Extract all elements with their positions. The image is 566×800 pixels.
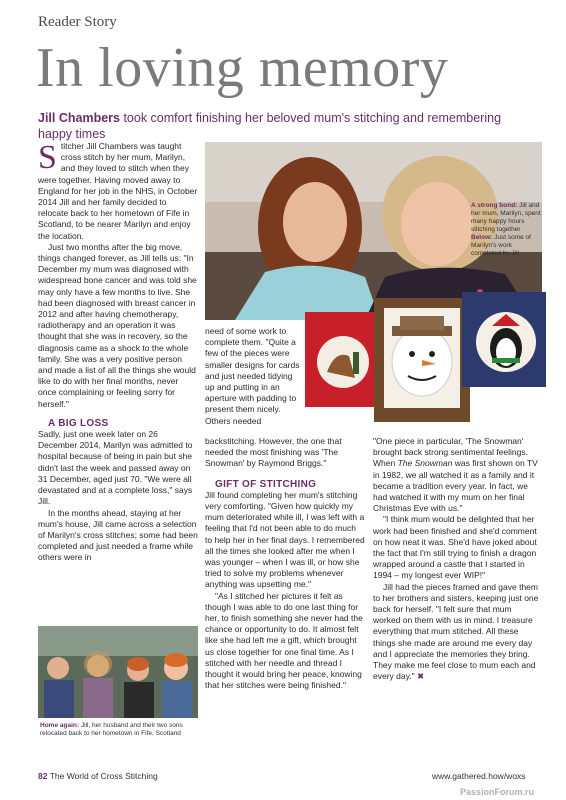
paragraph: In the months ahead, staying at her mum's house, Jill came across a selection of Marilyn's cross stitches; some had been completed and just needed a frame while others were in — [38, 507, 198, 563]
caption-text: Jill and her mum, Marilyn, spent many happy hours stitching together — [471, 202, 541, 233]
caption-label: A strong bond: — [471, 202, 518, 209]
column-2-top — [205, 326, 300, 427]
standfirst-text: took comfort finishing her beloved mum's stitching and remembering happy times — [38, 111, 502, 141]
watermark: PassionForum.ru — [460, 787, 535, 797]
paragraph: Just two months after the big move, things changed forever, as Jill tells us: "In December my mum was diagnosed with widespread bone cancer and was told she may only have a few months to live. She had been diagnosed with breast cancer in 2012 and after having chemotherapy, radiotherapy and an operation it was thought that she was in recovery, so the diagnosis came as a shock to the whole family. She was a very positive person and made a list of all the things she would like to do with her final months, never once complaining or feeling sorry for herself." — [38, 241, 197, 409]
standfirst — [38, 110, 538, 142]
subheading-gift-of-stitching: GIFT OF STITCHING — [215, 478, 317, 490]
column-2 — [205, 436, 365, 691]
paragraph — [38, 141, 198, 242]
card-rudolph-art — [305, 312, 377, 407]
paragraph: Sadly, just one week later on 26 December 2014, Marilyn was admitted to hospital because of being in pain but she didn't last the week and passed away on 31 December, aged just 70. "We were all devastated and at a complete loss," says Jill. — [38, 429, 193, 507]
card-snowman-art — [374, 298, 470, 422]
end-mark-icon: ✖ — [416, 671, 425, 682]
family-photo — [38, 626, 198, 718]
footer-left — [38, 771, 158, 781]
paragraph: "I think mum would be delighted that her work had been finished and she'd comment on how neat it was. She'd have joked about the fact that I'm still trying to finish a dragon wrapped around a castle that I started in 1994 – my longest ever WIP!" — [373, 514, 537, 581]
subheading-big-loss: A BIG LOSS — [48, 417, 109, 429]
paragraph-text: Jill had the pieces framed and gave them to her brothers and sisters, keeping just one back for herself. "I felt sure that mum worked on them with us in mind. I treasure everything that mum stitched. All these things she made are around me every day and I appreciate the memories they bring. They make me feel close to mum each and every day." — [373, 581, 539, 682]
caption-below-label: Below: — [471, 234, 493, 241]
paragraph: "As I stitched her pictures it felt as though I was able to do one last thing for her, to finish something she never had the chance or opportunity to do. It almost felt like she had left me a gift, which brought us close together for one final time. As I stitched with her needle and thread I thought it would bring her peace, knowing that her stitches were being finished." — [205, 590, 363, 691]
paragraph: Jill found completing her mum's stitching very comforting. "Given how quickly my mum deteriorated while ill, I was left with a feeling that I'd not been able to do much to help her in her final days. I remembered all the times she looked after me when I was younger – when I was ill, or how she tried to solve my problems whenever anything was upsetting me." — [205, 489, 365, 590]
column-3 — [373, 436, 541, 682]
section-label: Reader Story — [38, 14, 117, 30]
standfirst-name: Jill Chambers — [38, 111, 120, 125]
paragraph — [373, 436, 541, 514]
paragraph-text: "One piece in particular, 'The Snowman' brought back strong sentimental feelings. When — [373, 436, 528, 469]
paragraph: backstitching. However, the one that needed the most finishing was 'The Snowman' by Raymond Briggs." — [205, 436, 342, 469]
drop-cap: S — [38, 139, 57, 176]
card-penguin — [462, 292, 546, 387]
card-penguin-art — [462, 292, 546, 387]
card-rudolph — [305, 312, 377, 407]
family-photo-art — [38, 626, 198, 718]
footer-url[interactable]: www.gathered.how/woxs — [432, 771, 526, 781]
paragraph — [373, 582, 541, 683]
column-1 — [38, 141, 198, 564]
card-snowman — [374, 298, 470, 422]
photo-caption — [471, 202, 541, 258]
family-caption-label: Home again: — [40, 722, 80, 729]
magazine-name: The World of Cross Stitching — [49, 771, 158, 781]
page-title: In loving memory — [36, 37, 449, 99]
paragraph: need of some work to complete them. "Quite a few of the pieces were smaller designs for cards and just needed tidying up and putting in an aperture with padding to present them nicely. Others needed — [205, 326, 300, 426]
italic-title: The Snowman — [397, 458, 453, 469]
family-caption — [40, 722, 200, 738]
paragraph-text: titcher Jill Chambers was taught cross stitch by her mum, Marilyn, and they loved to stitch when they were together. Having moved away to England for her job in the NHS, in October 2014 Jill and her family decided to relocate back to her hometown of Fife in Scotland, to be nearer Marilyn and enjoy the location. — [38, 141, 198, 241]
paragraph-text: was first shown on TV in 1982, we all watched it as a family and it became a tradition every year. In fact, we had watched it with my mum on her final Christmas Eve with us." — [373, 458, 538, 514]
caption-below-text: Just some of Marilyn's work completed by Jill — [471, 234, 531, 257]
family-caption-text: Jill, her husband and their two sons relocated back to her hometown in Fife, Scotland — [40, 722, 183, 737]
page-number: 82 — [38, 771, 48, 781]
